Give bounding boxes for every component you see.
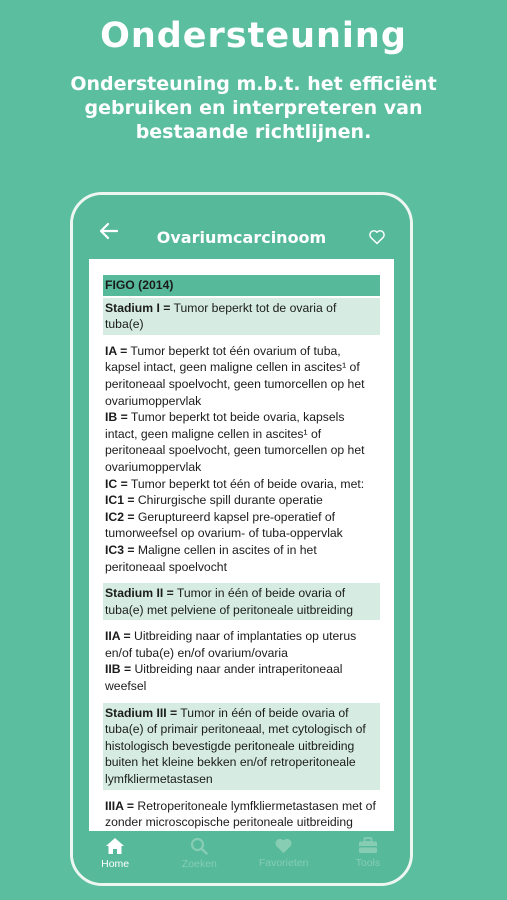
stage-term: IC1 = xyxy=(105,493,135,508)
iiia-row xyxy=(103,798,380,831)
home-icon xyxy=(105,837,125,855)
stage-term: IIA = xyxy=(105,629,131,644)
iia-row xyxy=(103,628,380,661)
stage-text: Maligne cellen in ascites of in het peritoneaal spoelvocht xyxy=(105,542,317,574)
stage-text: Tumor in één of beide ovaria of tuba(e) met pelviene of peritoneale uitbreiding xyxy=(105,586,353,617)
guideline-content[interactable] xyxy=(89,259,394,831)
stage-term: IC = xyxy=(105,476,128,491)
nav-tools-label: Tools xyxy=(355,857,381,869)
nav-favorites[interactable] xyxy=(242,831,326,883)
stage-text: Tumor beperkt tot de ovaria of tuba(e) xyxy=(105,300,337,332)
stage-text: Uitbreiding naar ander intraperitoneaal weefsel xyxy=(105,662,343,694)
ic2-row xyxy=(103,509,380,542)
stage-term: IA = xyxy=(105,343,128,358)
iib-row xyxy=(103,661,380,694)
stage-1-row xyxy=(103,298,380,335)
stage-text: Tumor beperkt tot één ovarium of tuba, kapsel intact, geen maligne cellen in ascites¹ of peritoneaal spoelvocht, geen tumorcellen op het ovariumoppervlak xyxy=(105,343,365,408)
heart-outline-icon[interactable] xyxy=(368,229,386,245)
section-heading-figo: FIGO (2014) xyxy=(103,275,380,296)
promo-title: Ondersteuning xyxy=(100,16,407,56)
stage-term: Stadium III = xyxy=(105,705,178,720)
phone-frame xyxy=(70,192,413,886)
stage-term: Stadium I = xyxy=(105,300,171,315)
ic1-row xyxy=(103,492,380,509)
promo-subtitle: Ondersteuning m.b.t. het efficiënt gebruiken en interpreteren van bestaande richtlijnen. xyxy=(70,73,437,143)
stage-term: IC3 = xyxy=(105,542,135,557)
nav-tools[interactable] xyxy=(326,831,410,883)
nav-home-label: Home xyxy=(101,858,130,870)
page-title: Ovariumcarcinoom xyxy=(156,228,327,247)
stage-text: Chirurgische spill durante operatie xyxy=(134,493,323,508)
bottom-navigation xyxy=(73,831,410,883)
stage-3-row xyxy=(103,703,380,790)
stage-term: IIIA = xyxy=(105,798,135,813)
stage-text: Uitbreiding naar of implantaties op uterus en/of tuba(e) en/of ovarium/ovaria xyxy=(105,629,357,660)
stage-term: IC2 = xyxy=(105,509,135,524)
nav-home[interactable] xyxy=(73,831,157,883)
ic-row xyxy=(103,476,380,493)
ib-row xyxy=(103,409,380,475)
arrow-left-icon[interactable] xyxy=(99,221,119,241)
stage-text: Tumor beperkt tot beide ovaria, kapsels intact, geen maligne cellen in ascites¹ of peritoneaal spoelvocht, geen tumorcellen op het ovariumoppervlak xyxy=(105,410,365,474)
stage-term: IB = xyxy=(105,410,128,425)
ic3-row xyxy=(103,542,380,575)
ia-row xyxy=(103,343,380,409)
app-bar xyxy=(73,195,410,259)
stage-term: IIB = xyxy=(105,662,132,677)
stage-2-row xyxy=(103,583,380,620)
stage-text: Geruptureerd kapsel pre-operatief of tumorweefsel op ovarium- of tuba-oppervlak xyxy=(105,509,343,541)
stage-text: Retroperitoneale lymfkliermetastasen met of zonder microscopische peritoneale uitbreiding xyxy=(105,798,376,830)
toolbox-icon xyxy=(358,837,378,854)
stage-term: Stadium II = xyxy=(105,586,174,601)
search-icon xyxy=(190,837,208,855)
heart-icon xyxy=(274,837,293,854)
nav-search[interactable] xyxy=(157,831,241,883)
nav-favorites-label: Favorieten xyxy=(258,857,309,869)
stage-text: Tumor in één of beide ovaria of tuba(e) of primair peritoneaal, met cytologisch of histologisch bevestigde peritoneale uitbreiding buiten het kleine bekken en/of retroperitoneale lymfkliermetastasen xyxy=(105,705,366,787)
stage-text: Tumor beperkt tot één of beide ovaria, met: xyxy=(127,476,365,491)
nav-search-label: Zoeken xyxy=(181,858,217,870)
